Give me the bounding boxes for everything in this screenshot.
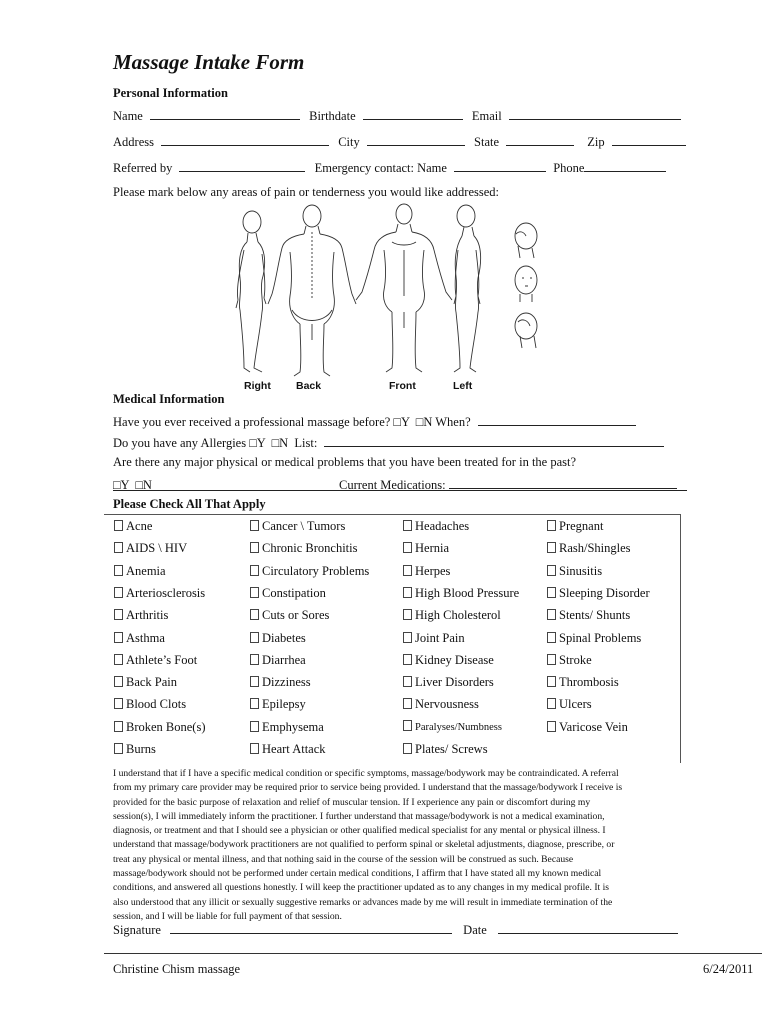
checkbox[interactable] (547, 565, 556, 576)
row-referral (113, 159, 666, 176)
condition-item[interactable] (250, 631, 306, 646)
checkbox[interactable] (547, 520, 556, 531)
condition-item[interactable] (250, 564, 369, 579)
checkbox[interactable] (250, 542, 259, 553)
footer-author: Christine Chism massage (113, 962, 241, 976)
disclaimer-line: treat any physical or mental illness, and that nothing said in the course of the session will be construed as such. Because (113, 853, 574, 865)
condition-label: Paralyses/Numbness (415, 721, 502, 733)
checkbox[interactable] (403, 609, 412, 620)
body-diagram[interactable] (220, 200, 560, 380)
right-side-figure[interactable] (236, 211, 266, 372)
condition-label: Rash/Shingles (559, 541, 631, 556)
condition-label: Spinal Problems (559, 630, 642, 645)
condition-item[interactable] (114, 742, 156, 757)
condition-label: Dizziness (262, 675, 311, 690)
pain-prompt: Please mark below any areas of pain or tenderness you would like addressed: (113, 185, 499, 199)
checkbox[interactable] (114, 743, 123, 754)
prior-massage-when-field[interactable] (478, 413, 636, 426)
allergies-list-field[interactable] (324, 434, 664, 447)
email-label: Email (471, 109, 502, 123)
emergency-contact-field[interactable] (454, 159, 546, 172)
condition-label: Asthma (126, 630, 165, 645)
condition-item[interactable] (250, 541, 357, 556)
condition-label: Diabetes (262, 630, 306, 645)
condition-item[interactable] (114, 720, 206, 735)
city-label: City (338, 135, 360, 149)
condition-item[interactable] (250, 653, 306, 668)
condition-label: AIDS \ HIV (126, 541, 188, 556)
head-front-figure[interactable] (515, 266, 537, 302)
condition-item[interactable] (547, 519, 603, 534)
condition-label: Sleeping Disorder (559, 585, 650, 600)
disclaimer-line: session(s), I will immediately inform the practitioner. I further understand that massage/bodywork is not a medical examination, (113, 810, 605, 822)
past-problems-question: Are there any major physical or medical problems that you have been treated for in the past? (113, 455, 577, 469)
checkbox[interactable] (114, 520, 123, 531)
condition-item[interactable] (547, 653, 592, 668)
condition-item[interactable] (547, 586, 650, 601)
checkbox[interactable] (250, 654, 259, 665)
condition-label: Circulatory Problems (262, 563, 370, 578)
footer-divider (104, 953, 762, 954)
condition-item[interactable] (547, 675, 619, 690)
condition-label: Chronic Bronchitis (262, 541, 358, 556)
condition-item[interactable] (403, 608, 501, 623)
checkbox[interactable] (547, 698, 556, 709)
condition-item[interactable] (250, 586, 326, 601)
condition-label: Sinusitis (559, 563, 603, 578)
condition-label: Hernia (415, 541, 450, 556)
checkbox[interactable] (403, 698, 412, 709)
condition-label: Plates/ Screws (415, 742, 488, 756)
condition-item[interactable] (250, 675, 311, 690)
current-medications-label: Current Medications: (339, 478, 446, 492)
checkbox[interactable] (250, 587, 259, 598)
checkbox[interactable] (250, 520, 259, 531)
state-field[interactable] (506, 133, 574, 146)
condition-label: Arteriosclerosis (126, 585, 206, 600)
condition-label: Stroke (559, 652, 592, 667)
row-name-birthdate-email (113, 107, 681, 124)
condition-label: Acne (126, 519, 153, 533)
condition-item[interactable] (547, 564, 602, 579)
condition-item[interactable] (403, 631, 465, 646)
figure-label-left: Left (453, 380, 473, 392)
disclaimer-line: from my primary care provider may be required prior to service being provided. I understand that the massage/bodywork I receive is (113, 782, 623, 794)
checkbox[interactable] (114, 676, 123, 687)
emergency-contact-label: Emergency contact: Name (314, 161, 447, 175)
figure-label-right: Right (244, 380, 271, 392)
disclaimer-line: understand that massage/bodywork practitioners are not qualified to perform spinal or skeletal adjustments, diagnose, prescribe, or (113, 839, 615, 851)
condition-label: High Cholesterol (415, 608, 501, 623)
condition-label: Cancer \ Tumors (262, 519, 346, 533)
checkbox[interactable] (250, 676, 259, 687)
signature-field[interactable] (170, 921, 452, 934)
row-signature (113, 921, 678, 938)
condition-item[interactable] (403, 720, 502, 733)
checkbox[interactable] (250, 565, 259, 576)
checkbox[interactable] (403, 542, 412, 553)
condition-label: Back Pain (126, 675, 178, 690)
email-field[interactable] (509, 107, 681, 120)
condition-item[interactable] (114, 586, 205, 601)
checkbox[interactable] (114, 609, 123, 620)
past-problems-yn[interactable]: □Y □N (113, 478, 152, 492)
condition-item[interactable] (250, 697, 306, 712)
checkbox[interactable] (547, 609, 556, 620)
medical-info-heading: Medical Information (113, 392, 225, 406)
condition-item[interactable] (114, 541, 187, 556)
condition-label: Joint Pain (415, 630, 465, 645)
condition-label: Ulcers (559, 697, 592, 712)
checkbox[interactable] (114, 542, 123, 553)
condition-item[interactable] (250, 742, 326, 757)
condition-item[interactable] (114, 675, 177, 690)
condition-item[interactable] (547, 608, 630, 623)
condition-item[interactable] (250, 608, 329, 623)
condition-item[interactable] (403, 742, 488, 757)
current-medications-field[interactable] (449, 476, 677, 489)
front-figure[interactable] (356, 204, 452, 372)
condition-label: Kidney Disease (415, 652, 494, 667)
checkbox[interactable] (547, 587, 556, 598)
checkbox[interactable] (250, 743, 259, 754)
condition-label: Constipation (262, 585, 326, 600)
left-side-figure[interactable] (454, 205, 481, 372)
row-prior-massage (113, 413, 636, 430)
personal-info-heading: Personal Information (113, 86, 228, 100)
checkbox[interactable] (403, 520, 412, 531)
checkbox[interactable] (114, 632, 123, 643)
disclaimer-paragraph (113, 767, 713, 924)
checkbox[interactable] (403, 676, 412, 687)
prior-massage-question[interactable]: Have you ever received a professional massage before? □Y □N When? (113, 415, 471, 429)
date-field[interactable] (498, 921, 678, 934)
condition-item[interactable] (114, 653, 197, 668)
disclaimer-line: conditions, and answered all questions honestly. I will keep the practitioner updated as to any changes in my medical profile. It is (113, 882, 609, 894)
condition-item[interactable] (250, 519, 345, 534)
zip-label: Zip (587, 135, 605, 149)
checkbox[interactable] (403, 720, 412, 731)
condition-item[interactable] (403, 564, 450, 579)
condition-item[interactable] (250, 720, 324, 735)
figure-label-back: Back (296, 380, 322, 392)
address-field[interactable] (161, 133, 329, 146)
checkbox[interactable] (114, 654, 123, 665)
disclaimer-line: provided for the basic purpose of relaxation and relief of muscular tension. If I experience any pain or discomfort during my (113, 796, 591, 808)
checkbox[interactable] (547, 654, 556, 665)
head-side-figure[interactable] (515, 223, 537, 258)
phone-field[interactable] (584, 159, 666, 172)
condition-label: Blood Clots (126, 697, 187, 712)
checkbox[interactable] (114, 698, 123, 709)
condition-item[interactable] (547, 541, 631, 556)
back-figure[interactable] (268, 205, 356, 376)
date-label: Date (463, 923, 487, 937)
condition-label: Broken Bone(s) (126, 719, 206, 734)
name-field[interactable] (150, 107, 300, 120)
birthdate-label: Birthdate (309, 109, 356, 123)
checkbox[interactable] (114, 565, 123, 576)
address-label: Address (113, 135, 154, 149)
signature-label: Signature (113, 923, 161, 937)
condition-item[interactable] (547, 631, 641, 646)
condition-item[interactable] (403, 653, 494, 668)
condition-item[interactable] (547, 720, 628, 735)
condition-label: Epilepsy (262, 697, 306, 712)
checkbox[interactable] (547, 632, 556, 643)
footer-date: 6/24/2011 (703, 962, 754, 976)
condition-label: Heart Attack (262, 742, 326, 756)
city-field[interactable] (367, 133, 465, 146)
condition-label: Pregnant (559, 519, 604, 533)
condition-label: Varicose Vein (559, 719, 628, 734)
disclaimer-line: also understood that any illicit or sexually suggestive remarks or advances made by me will result in immediate termination of the (113, 896, 613, 908)
condition-item[interactable] (403, 541, 449, 556)
condition-item[interactable] (547, 697, 592, 712)
condition-item[interactable] (403, 675, 494, 690)
checkbox[interactable] (403, 654, 412, 665)
condition-label: Herpes (415, 563, 451, 578)
condition-label: Athlete’s Foot (126, 652, 198, 667)
allergies-question[interactable]: Do you have any Allergies □Y □N List: (113, 436, 318, 450)
condition-label: Emphysema (262, 719, 324, 734)
checkbox[interactable] (403, 632, 412, 643)
checkbox[interactable] (250, 721, 259, 732)
checkbox[interactable] (547, 676, 556, 687)
condition-label: Liver Disorders (415, 675, 494, 690)
condition-item[interactable] (114, 519, 152, 534)
checkbox[interactable] (403, 743, 412, 754)
condition-label: Burns (126, 742, 156, 756)
checkbox[interactable] (403, 565, 412, 576)
checkbox[interactable] (250, 698, 259, 709)
birthdate-field[interactable] (363, 107, 463, 120)
condition-item[interactable] (114, 564, 166, 579)
row-address (113, 133, 686, 150)
form-title: Massage Intake Form (113, 50, 305, 74)
condition-item[interactable] (403, 586, 519, 601)
disclaimer-line: diagnosis, or treatment and that I should see a physician or other qualified medical specialist for any mental or physical illness. I (113, 825, 606, 837)
medications-underline (113, 490, 687, 491)
condition-label: Thrombosis (559, 675, 619, 690)
checkbox[interactable] (403, 587, 412, 598)
checkbox[interactable] (547, 542, 556, 553)
condition-label: Anemia (126, 563, 166, 578)
conditions-heading: Please Check All That Apply (113, 497, 266, 511)
condition-item[interactable] (403, 697, 479, 712)
checkbox[interactable] (250, 609, 259, 620)
condition-label: Cuts or Sores (262, 608, 330, 623)
disclaimer-line: session, and I will be liable for full payment of that session. (113, 910, 342, 922)
disclaimer-line: I understand that if I have a specific medical condition or specific symptoms, massage/bodywork may be contraindicated. A referral (113, 768, 619, 779)
checkbox[interactable] (547, 721, 556, 732)
condition-label: Diarrhea (262, 652, 306, 667)
phone-label: Phone (553, 161, 585, 175)
row-allergies (113, 434, 664, 451)
checkbox[interactable] (114, 587, 123, 598)
condition-label: Nervousness (415, 697, 479, 712)
referred-by-field[interactable] (179, 159, 305, 172)
figure-label-front: Front (389, 380, 416, 392)
condition-label: Arthritis (126, 608, 169, 623)
name-label: Name (113, 109, 143, 123)
checkbox[interactable] (250, 632, 259, 643)
condition-item[interactable] (114, 697, 186, 712)
checkbox[interactable] (114, 721, 123, 732)
condition-label: High Blood Pressure (415, 585, 520, 600)
condition-label: Headaches (415, 519, 470, 533)
zip-field[interactable] (612, 133, 686, 146)
condition-item[interactable] (114, 631, 165, 646)
head-top-figure[interactable] (515, 313, 537, 348)
condition-item[interactable] (403, 519, 469, 534)
disclaimer-line: massage/bodywork should not be performed under certain medical conditions, I affirm that I have stated all my known medical (113, 868, 602, 880)
condition-item[interactable] (114, 608, 168, 623)
state-label: State (474, 135, 500, 149)
referred-by-label: Referred by (113, 161, 173, 175)
condition-label: Stents/ Shunts (559, 608, 631, 623)
